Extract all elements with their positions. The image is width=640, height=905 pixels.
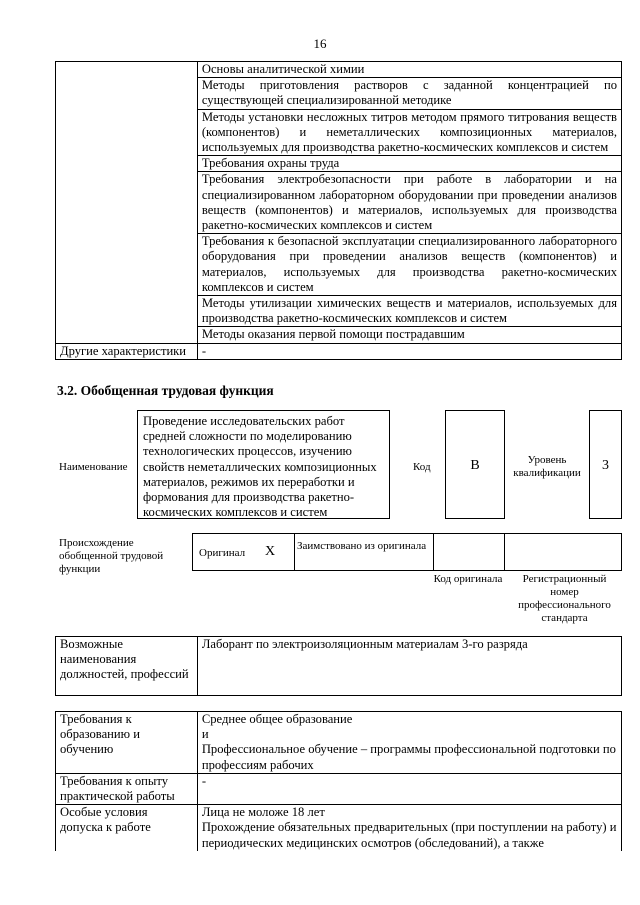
knowledge-item: Методы приготовления растворов с заданной концентрацией по существующей специализированной методике [197,78,621,109]
page-number: 16 [313,36,327,51]
original-label: Оригинал [199,547,246,559]
conditions-label: Особые условия допуска к работе [56,805,198,852]
empty-label-cell [56,62,198,344]
level-label: Уровень квалификации [513,454,581,479]
borrowed-label: Заимствовано из оригинала [297,540,427,552]
conditions-line: Лица не моложе 18 лет [201,805,325,820]
education-value [197,712,621,774]
education-label: Требования к образованию и обучению [56,712,198,774]
origin-row [192,533,622,571]
positions-label: Возможные наименования должностей, профессий [56,637,198,696]
requirements-table [55,711,622,851]
knowledge-table [55,61,622,360]
education-line: Среднее общее образование [201,712,353,726]
education-line: Профессиональное обучение – программы профессиональной подготовки по профессиям рабочих [201,742,616,772]
knowledge-item: Требования электробезопасности при работе в лаборатории и на специализированном лабораторном оборудовании при проведении анализов веществ (компонентов) и материалов, используемых для производства ракетно-космических комплексов и систем [197,172,621,234]
knowledge-item: Основы аналитической химии [197,62,621,78]
experience-value: - [197,773,621,804]
other-characteristics-value: - [197,343,621,359]
original-mark: X [265,544,276,559]
name-label: Наименование [59,461,128,473]
knowledge-item: Методы оказания первой помощи пострадавшим [197,327,621,343]
code-value: B [470,458,480,473]
function-name-box: Проведение исследовательских работ средней сложности по моделированию технологических процессов, изучению свойств неметаллических композиционных материалов, режимов их переработки и формования для производства ракетно-космических комплексов и систем [137,410,390,519]
original-code-cell [433,534,505,570]
code-box [445,410,505,519]
reg-number-caption: Регистрационный номер профессионального стандарта [518,573,611,624]
knowledge-item: Методы утилизации химических веществ и материалов, используемых для производства ракетно-космических комплексов и систем [197,296,621,327]
code-label: Код [413,461,431,473]
knowledge-item: Методы установки несложных титров методом прямого титрования веществ (компонентов) и неметаллических композиционных материалов, используемых для производства ракетно-космических комплексов и систем [197,109,621,156]
original-cell [193,534,295,570]
other-characteristics-label: Другие характеристики [56,343,198,359]
conditions-value [197,805,621,852]
positions-value: Лаборант по электроизоляционным материалам 3-го разряда [197,637,621,696]
level-value: 3 [602,458,609,473]
education-line: и [201,727,209,742]
section-title: 3.2. Обобщенная трудовая функция [57,383,274,398]
conditions-line: Прохождение обязательных предварительных (при поступлении на работу) и периодических медицинских осмотров (обследований), а также [201,820,617,850]
origin-label: Происхождение обобщенной трудовой функции [59,537,164,575]
knowledge-item: Требования охраны труда [197,156,621,172]
experience-label: Требования к опыту практической работы [56,773,198,804]
level-box [589,410,622,519]
positions-table [55,636,622,696]
code-original-caption: Код оригинала [433,573,503,585]
knowledge-item: Требования к безопасной эксплуатации специализированного лабораторного оборудования при проведении анализов веществ (компонентов) и материалов, используемых для производства ракетно-космических комплексов и систем [197,234,621,296]
